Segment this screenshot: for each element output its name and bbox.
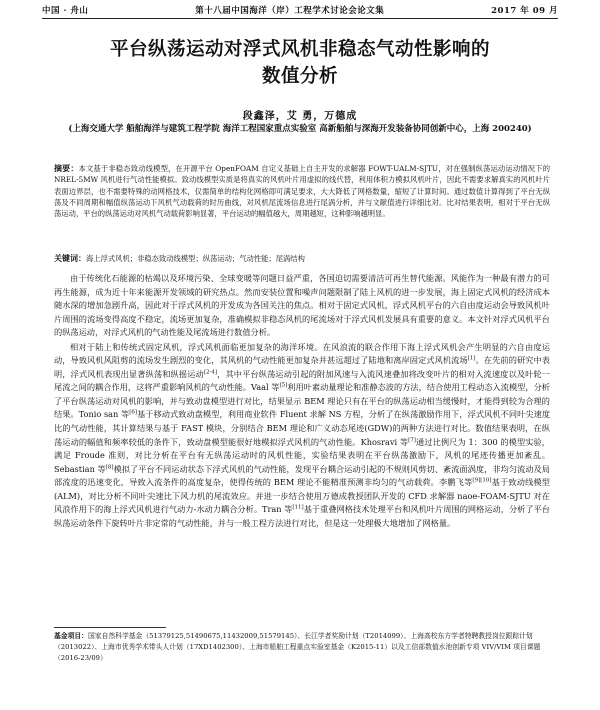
- running-header: [42, 3, 558, 17]
- citation: [7]: [408, 436, 416, 443]
- title-line-2: 数值分析: [261, 66, 338, 87]
- citation: [5]: [279, 382, 288, 389]
- paragraph: 由于传统化石能源的枯竭以及环境污染、全球变暖等问题日益严重，各国迫切需要清洁可再生替代能源。风能作为一种最有潜力的可再生能源，成为近十年来能源开发领域的研究热点。然而安装位置和噪声问题限制了陆上风机的进一步发展，海上固定式风机的经济成本随水深的增加急剧升高，因此对于浮式风机的开发成为各国关注的焦点。相对于固定式风机，浮式风机平台的六自由度运动会导致风机叶片周围的流场变得高度不稳定，流场更加复杂，准确模拟非稳态风机的尾流场对于浮式风机发展具有重要的意义。本文针对浮式风机平台的纵荡运动，对浮式风机的气动性能及尾流场进行数值分析。: [54, 273, 550, 338]
- header-location: 中国 · 舟山: [42, 6, 89, 16]
- header-rule: [42, 18, 558, 19]
- paragraph: 相对于陆上和传统式固定风机，浮式风机面临更加复杂的海洋环境。在风浪流的联合作用下海上浮式风机会产生明显的六自由度运动，导致风机风阻剪的流场发生剧烈的变化，其风机的气动性能更加复杂并甚远超过了陆地和离岸固定式风机流场[1]。在先前的研究中表明，浮式风机表现出显著纵荡和纵摇运动[2-4]，其中平台纵荡运动引起的附加风速与入流风速叠加将改变叶片的相对入流速度以及叶轮一尾流之间的耦合作用，这将严重影响风机的气动性能。Vaal 等[5]利用叶素动量理论和准静态波的方法，结合使用工程动态入流模型，分析了平台纵荡运动对风机的影响，并与致动盘模型进行对比，结果显示 BEM 理论只有在平台的纵荡运动相当缓慢时，才能得到较为合理的结果。Tonio san 等[6]基于移动式致动盘模型，利用商业软件 Fluent 求解 NS 方程，分析了在纵荡激励作用下，浮式风机不同叶尖速度比的气动性能，其计算结果与基于 FAST 模块，分别结合 BEM 理论和广义动态尾迹(GDW)的两种方法进行对比。数值结果表明，在纵荡运动的幅值和频率较低的条件下，致动盘模型能很好地模拟浮式风机的气动性能。Khosravi 等[7]通过比例尺为 1：300 的模型实验，满足 Froude 准则，对比分析在平台有无纵荡运动时的风机性能，实验结果表明在平台纵荡激励下，风机的尾迹传播更加紊乱。Sebastian 等[8]模拟了平台不同运动状态下浮式风机的气动性能，发现平台耦合运动引起的不规则风剪切、紊流面涡度，非均匀流动及局部流度的迅速变化，导致入流条件的高度复杂，使得传统的 BEM 理论不能精准预测非均匀的气动载荷。李鹏飞等[9][10]基于致动线模型(ALM)，对比分析不同叶尖速比下风力机的尾流效应。并进一步结合使用万德成教授团队开发的 CFD 求解器 naoe-FOAM-SJTU 对在风浪作用下的海上浮式风机进行气动力-水动力耦合分析。Tran 等[11]基于重叠网格技术处理平台和风机叶片周围的网格运动，分析了平台纵荡运动条件下旋转叶片非定常的气动性能，并与一般工程方法进行对比，但是这一处理极大地增加了网格量。: [54, 341, 551, 528]
- paper-title: [60, 36, 540, 90]
- abstract-label: 摘要：: [54, 163, 79, 173]
- footnote-rule: [54, 627, 166, 628]
- keywords-text: 海上浮式风机；非稳态致动线模型；纵荡运动；气动性能；尾涡结构: [86, 254, 305, 263]
- header-proceedings: 第十八届中国海洋（岸）工程学术讨论会论文集: [195, 6, 385, 16]
- keywords: [54, 253, 550, 264]
- body-text: [54, 272, 550, 530]
- citation: [2-4]: [203, 369, 217, 376]
- citation: [9][10]: [472, 477, 492, 484]
- citation: [11]: [292, 504, 304, 511]
- title-line-1: 平台纵荡运动对浮式风机非稳态气动性影响的: [109, 39, 490, 60]
- citation: [6]: [129, 409, 138, 416]
- footnote-text: 国家自然科学基金（51379125,51490675,11432009,51579145）、长江学者奖励计划（T2014099）、上海高校东方学者特聘教授岗位跟踪计划（2013022）、上海市优秀学术带头人计划（17XD1402300）、上海市船舶工程重点实验室基金（K2015-11）以及工信部数值水池创新专项 VIV/VIM 项目课题（2016-23/09）: [54, 632, 541, 662]
- author-list: 段鑫泽，艾 勇，万德成: [242, 111, 358, 122]
- footnote-label: 基金项目：: [54, 632, 88, 640]
- abstract-text: 本文基于非稳态致动线模型，在开源平台 OpenFOAM 自定义基础上自主开发的求解器 FOWT-UALM-SJTU，对在强制纵荡运动运动情况下的 NREL-5MW 风机进行气动性能模拟。致动线模型实质是将真实的风机叶片用虚拟的线代替，利用体积力模拟风机叶片，因此不需要求解真实的风机叶片表面边界层，也不需要特殊的动网格技术，仅需简单的结构化网格即可满足要求，大大降低了网格数量，缩短了计算时间。通过数值计算得到了平台无纵荡及不同周期和幅值纵荡运动下风机气动载荷的时历曲线，对风机尾流场信息进行尾涡分析，并与文献值进行详细比对。比对结果表明，相对于平台无纵荡运动，平台的纵荡运动对风机气动载荷影响显著，平台运动的幅值越大，周期越短，这种影响越明显。: [54, 164, 550, 219]
- keywords-label: 关键词：: [54, 253, 86, 263]
- citation: [1]: [467, 355, 476, 362]
- affiliation: (上海交通大学 船舶海洋与建筑工程学院 海洋工程国家重点实验室 高新船舶与深海开发装备协同创新中心，上海 200240): [68, 124, 532, 134]
- header-date: 2017 年 09 月: [491, 6, 558, 16]
- citation: [8]: [105, 463, 114, 470]
- abstract: [54, 163, 550, 219]
- funding-footnote: [54, 631, 550, 663]
